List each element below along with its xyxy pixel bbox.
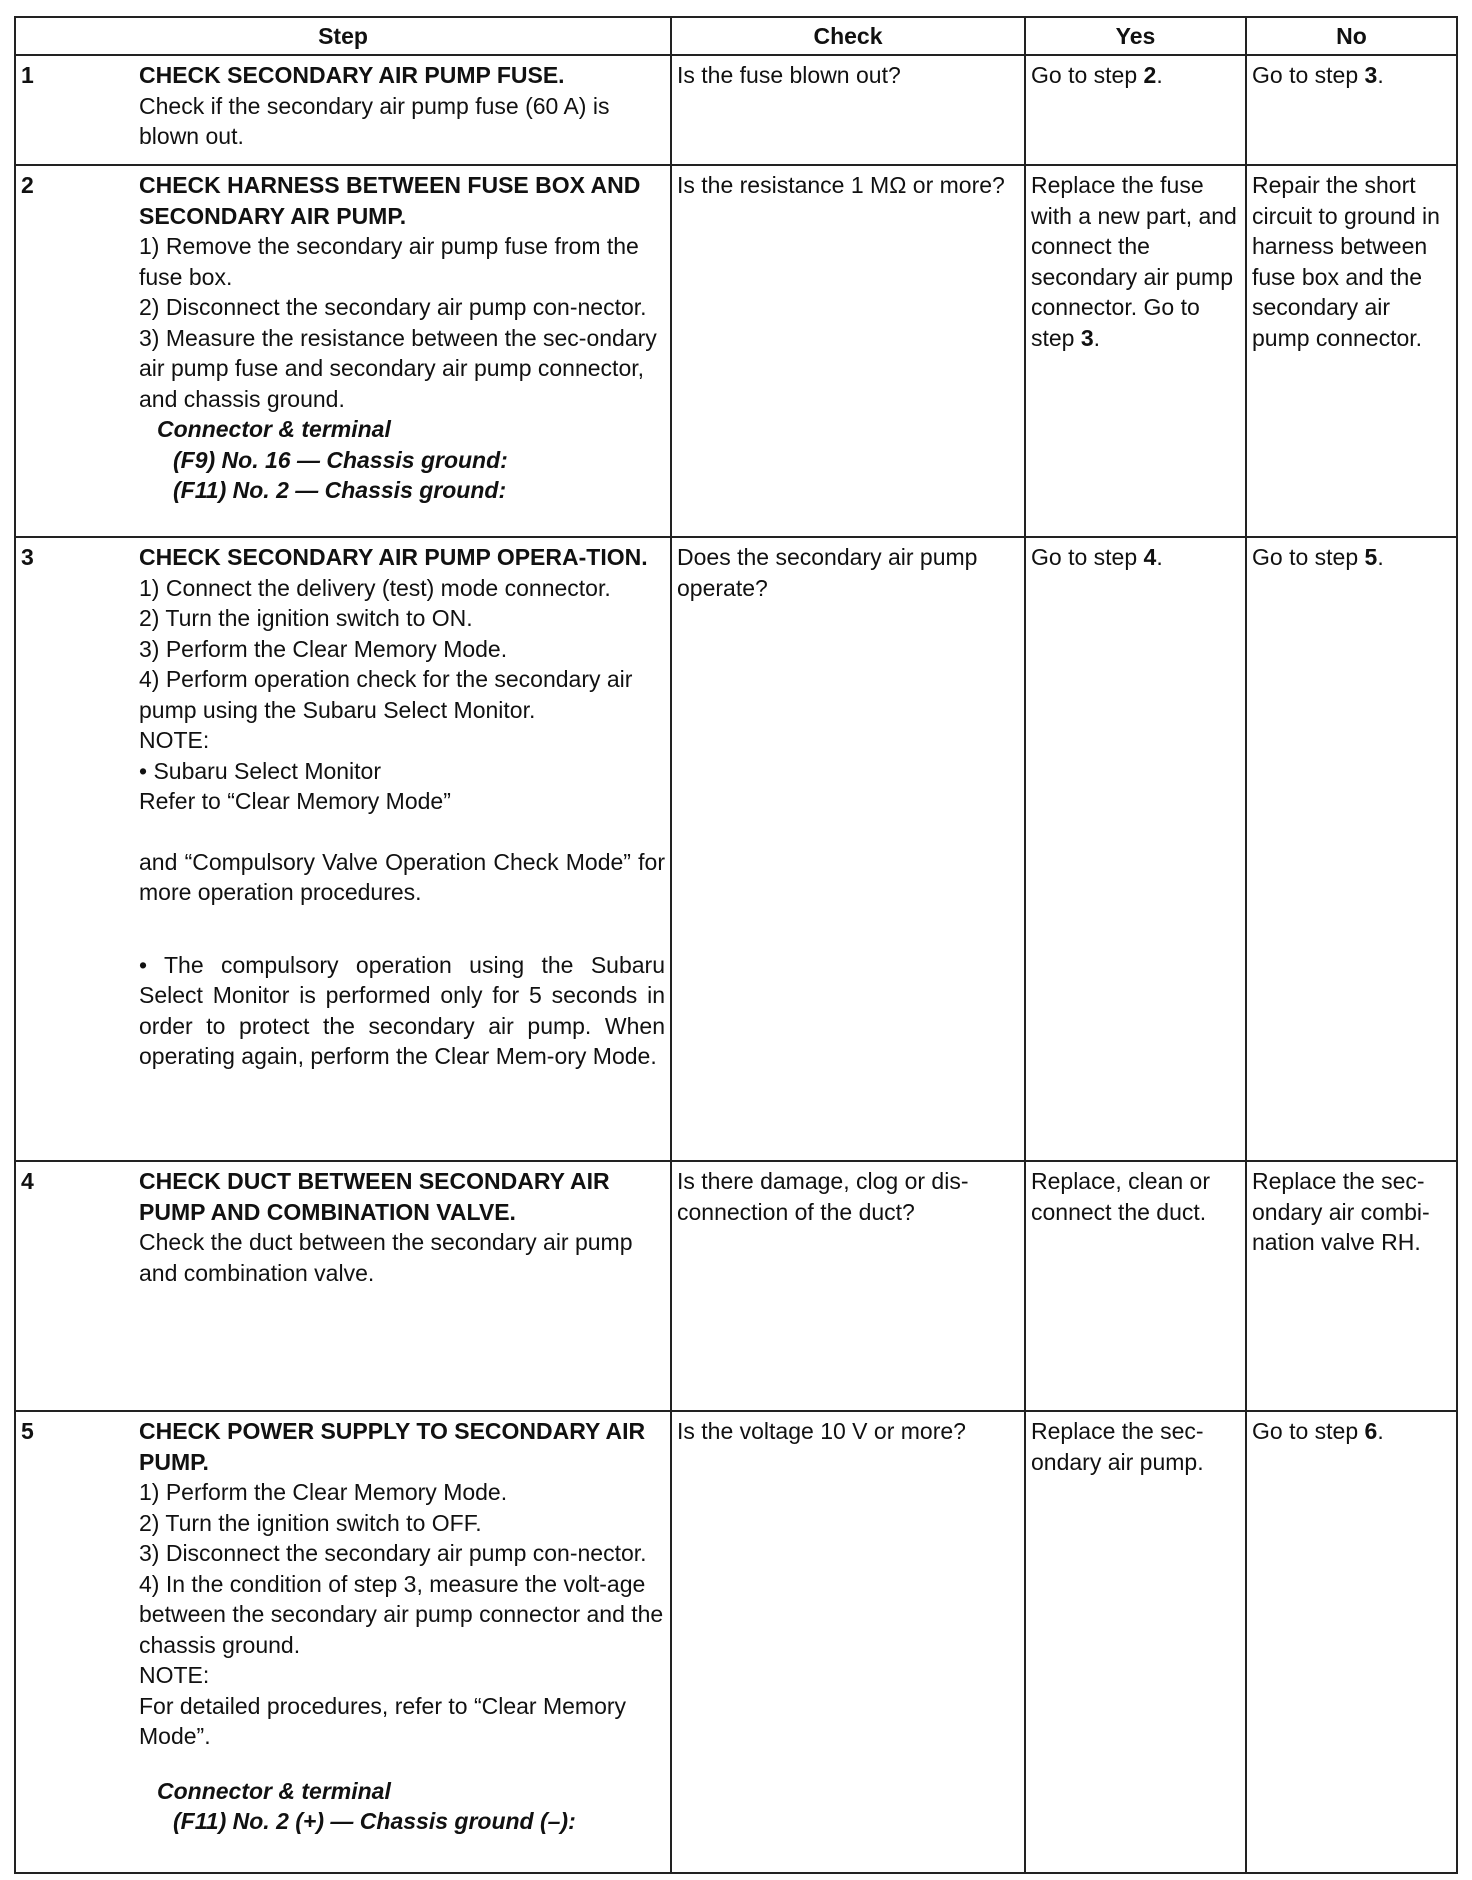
header-no: No [1246,17,1457,55]
yes-step-number: 4 [1143,544,1157,570]
yes-step-number: 3 [1080,324,1094,351]
table-row [15,55,1457,165]
step-number: 2 [21,172,34,198]
check-cell: Is the fuse blown out? [671,55,1025,165]
step-cell [15,1161,671,1411]
yes-text: Replace the fuse with a new part, and connect the secondary air pump connector. Go to step [1031,172,1237,351]
table-row [15,1411,1457,1873]
check-cell: Does the secondary air pump operate? [671,537,1025,1161]
no-step-number: 3 [1364,62,1378,88]
yes-suffix: . [1156,62,1163,88]
no-text: Go to step [1252,62,1365,88]
table-row [15,1161,1457,1411]
yes-text: Go to step [1031,62,1144,88]
table-row [15,537,1457,1161]
step-instruction: 1) Remove the secondary air pump fuse from the fuse box. [139,233,639,290]
no-cell: Repair the short circuit to ground in harness between fuse box and the secondary air pump connector. [1246,165,1457,537]
no-cell: Replace the sec-ondary air combi-nation valve RH. [1246,1161,1457,1411]
note-bullet: • The compulsory operation using the Subaru Select Monitor is performed only for 5 seconds in order to protect the secondary air pump. When operating again, perform the Clear Mem-ory Mode. [139,951,665,1069]
yes-step-number: 2 [1143,62,1157,88]
yes-cell [1025,537,1246,1161]
step-cell [15,55,671,165]
step-title: CHECK POWER SUPPLY TO SECONDARY AIR PUMP. [139,1418,646,1475]
yes-cell [1025,165,1246,537]
step-instruction: 1) Perform the Clear Memory Mode. [139,1479,508,1505]
connector-terminal: (F11) No. 2 — Chassis ground: [173,477,507,503]
note-text: For detailed procedures, refer to “Clear Memory Mode”. [139,1692,627,1749]
step-cell [15,537,671,1161]
no-step-number: 6 [1364,1418,1378,1444]
note-reference: and “Compulsory Valve Operation Check Mode” for more operation procedures. [139,848,665,905]
step-title: CHECK SECONDARY AIR PUMP FUSE. [139,62,565,88]
yes-suffix: . [1093,324,1101,351]
yes-cell: Replace the sec-ondary air pump. [1025,1411,1246,1873]
yes-cell: Replace, clean or connect the duct. [1025,1161,1246,1411]
step-instruction: 3) Perform the Clear Memory Mode. [139,635,508,662]
no-text: Go to step [1252,1418,1365,1444]
step-title: CHECK HARNESS BETWEEN FUSE BOX AND SECONDARY AIR PUMP. [139,172,641,229]
no-suffix: . [1377,544,1384,570]
step-title: CHECK SECONDARY AIR PUMP OPERA-TION. [139,544,648,570]
connector-terminal: (F9) No. 16 — Chassis ground: [173,446,508,473]
step-instruction: 1) Connect the delivery (test) mode connector. [139,574,611,601]
connector-heading: Connector & terminal [157,416,391,442]
step-number: 5 [21,1418,34,1444]
yes-suffix: . [1156,544,1163,570]
step-instruction: 3) Disconnect the secondary air pump con-nector. [139,1540,647,1566]
yes-cell [1025,55,1246,165]
check-cell: Is there damage, clog or dis-connection of the duct? [671,1161,1025,1411]
note-label: NOTE: [139,1662,210,1688]
table-row [15,165,1457,537]
note-label: NOTE: [139,727,210,753]
no-step-number: 5 [1364,544,1378,570]
troubleshooting-document [14,16,1458,1874]
step-number: 1 [21,62,34,88]
connector-terminal: (F11) No. 2 (+) — Chassis ground (–): [173,1808,576,1834]
header-yes: Yes [1025,17,1246,55]
step-title: CHECK DUCT BETWEEN SECONDARY AIR PUMP AND COMBINATION VALVE. [139,1168,610,1225]
step-number: 3 [21,544,34,570]
header-check: Check [671,17,1025,55]
diagnostic-table [14,16,1458,1874]
no-text: Go to step [1252,544,1365,570]
yes-text: Go to step [1031,544,1144,570]
no-suffix: . [1377,62,1384,88]
no-suffix: . [1377,1418,1384,1444]
no-cell [1246,1411,1457,1873]
header-step: Step [15,17,671,55]
step-instruction: Check if the secondary air pump fuse (60 A) is blown out. [139,92,610,149]
step-instruction: 4) Perform operation check for the secondary air pump using the Subaru Select Monitor. [139,666,633,723]
step-cell [15,1411,671,1873]
step-instruction: Check the duct between the secondary air pump and combination valve. [139,1229,633,1286]
step-number: 4 [21,1168,34,1194]
check-cell: Is the resistance 1 MΩ or more? [671,165,1025,537]
note-reference: Refer to “Clear Memory Mode” [139,788,451,814]
step-instruction: 2) Turn the ignition switch to OFF. [139,1509,482,1536]
step-instruction: 4) In the condition of step 3, measure the volt-age between the secondary air pump connector and the chassis ground. [139,1570,664,1658]
no-cell [1246,55,1457,165]
table-header-row [15,17,1457,55]
step-cell [15,165,671,537]
step-instruction: 2) Turn the ignition switch to ON. [139,605,473,631]
note-bullet: • Subaru Select Monitor [139,757,382,784]
no-cell [1246,537,1457,1161]
connector-heading: Connector & terminal [157,1777,391,1804]
check-cell: Is the voltage 10 V or more? [671,1411,1025,1873]
step-instruction: 3) Measure the resistance between the sec-ondary air pump fuse and secondary air pump connector, and chassis ground. [139,324,657,412]
step-instruction: 2) Disconnect the secondary air pump con-nector. [139,294,647,320]
